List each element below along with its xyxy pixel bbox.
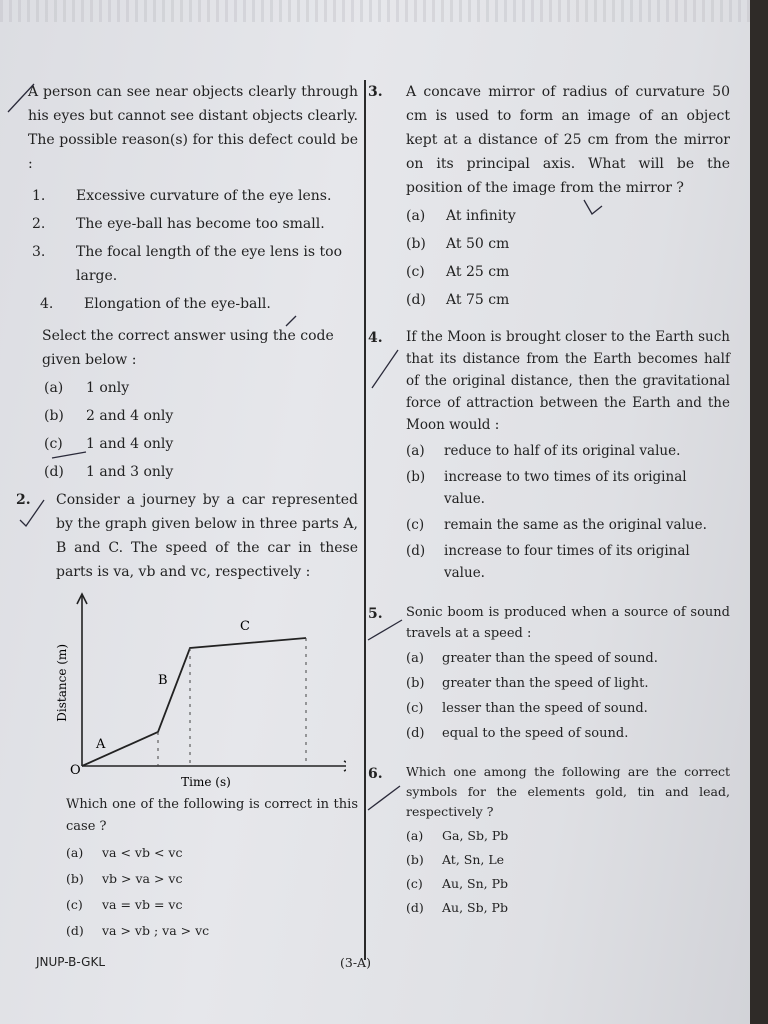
question-1-text: A person can see near objects clearly through his eyes but cannot see distant objects clearly. The possible reason(s) for this defect could be : [28, 84, 358, 172]
option-b: (b) 2 and 4 only [44, 408, 174, 424]
option-c: (c) Au, Sn, Pb [406, 876, 508, 891]
option-c: (c) remain the same as the original value. [406, 517, 707, 533]
option-b: (b) At, Sn, Le [406, 852, 505, 867]
x-axis-label: Time (s) [181, 775, 231, 788]
question-6-text: Which one among the following are the correct symbols for the elements gold, tin and lead, respectively ? [406, 764, 730, 819]
list-item: 3. The focal length of the eye lens is too large. [32, 244, 343, 284]
option-d: (d) At 75 cm [406, 292, 510, 308]
option-a: (a) At infinity [406, 208, 516, 224]
question-1-prompt: Select the correct answer using the code given below : [42, 328, 334, 368]
option-c: (c) 1 and 4 only [44, 436, 174, 452]
question-6 [368, 762, 730, 918]
option-c: (c) lesser than the speed of sound. [406, 701, 648, 716]
segment-b-label: B [158, 673, 168, 688]
option-b: (b) greater than the speed of light. [406, 676, 649, 691]
left-column [16, 80, 358, 946]
list-item: 2. The eye-ball has become too small. [32, 216, 325, 232]
question-3-text: A concave mirror of radius of curvature 50 cm is used to form an image of an object kept at a distance of 25 cm from the mirror on its principal axis. What will be the position of the image from the mirror ? [406, 84, 730, 196]
option-d: (d) va > vb ; va > vc [66, 923, 210, 938]
option-a: (a) greater than the speed of sound. [406, 651, 658, 666]
option-c: (c) va = vb = vc [66, 897, 183, 912]
question-4-text: If the Moon is brought closer to the Earth such that its distance from the Earth becomes half of the original distance, then the gravitational force of attraction between the Earth and the Moon would : [406, 329, 730, 433]
question-5-text: Sonic boom is produced when a source of sound travels at a speed : [406, 605, 730, 641]
segment-c-label: C [240, 619, 250, 634]
question-3 [368, 80, 730, 312]
list-item: 4. Elongation of the eye-ball. [40, 296, 271, 312]
option-b: (b) increase to two times of its original value. [406, 469, 687, 507]
question-2-question: Which one of the following is correct in this case ? [66, 797, 358, 834]
question-1 [26, 80, 358, 484]
option-d: (d) increase to four times of its original value. [406, 543, 690, 581]
distance-time-graph [26, 588, 346, 788]
right-column [368, 80, 730, 922]
option-c: (c) At 25 cm [406, 264, 510, 280]
option-d: (d) Au, Sb, Pb [406, 900, 508, 915]
question-4-number: 4. [368, 330, 383, 346]
question-6-number: 6. [368, 766, 383, 782]
question-3-number: 3. [368, 84, 383, 100]
question-2-number: 2. [16, 492, 31, 508]
option-a: (a) Ga, Sb, Pb [406, 828, 509, 843]
column-divider [364, 80, 366, 960]
journey-line [82, 638, 306, 766]
question-5-number: 5. [368, 606, 383, 622]
option-a: (a) 1 only [44, 380, 130, 396]
question-4 [368, 326, 730, 584]
question-2-text: Consider a journey by a car represented by the graph given below in three parts A, B and C. The speed of the car in these parts is va, vb and vc, respectively : [56, 492, 358, 580]
option-b: (b) vb > va > vc [66, 871, 183, 886]
paper-code: JNUP-B-GKL [36, 955, 106, 969]
option-a: (a) reduce to half of its original value. [406, 443, 681, 459]
option-a: (a) va < vb < vc [66, 845, 183, 860]
list-item: 1. Excessive curvature of the eye lens. [32, 188, 332, 204]
segment-a-label: A [96, 737, 106, 752]
y-axis-label: Distance (m) [55, 644, 69, 722]
perforation-edge [0, 0, 750, 22]
page-number: (3-A) [340, 955, 371, 970]
option-d: (d) equal to the speed of sound. [406, 726, 629, 741]
origin-label: O [70, 763, 81, 778]
option-b: (b) At 50 cm [406, 236, 510, 252]
question-2 [16, 488, 358, 942]
option-d: (d) 1 and 3 only [44, 464, 174, 480]
question-5 [368, 602, 730, 744]
